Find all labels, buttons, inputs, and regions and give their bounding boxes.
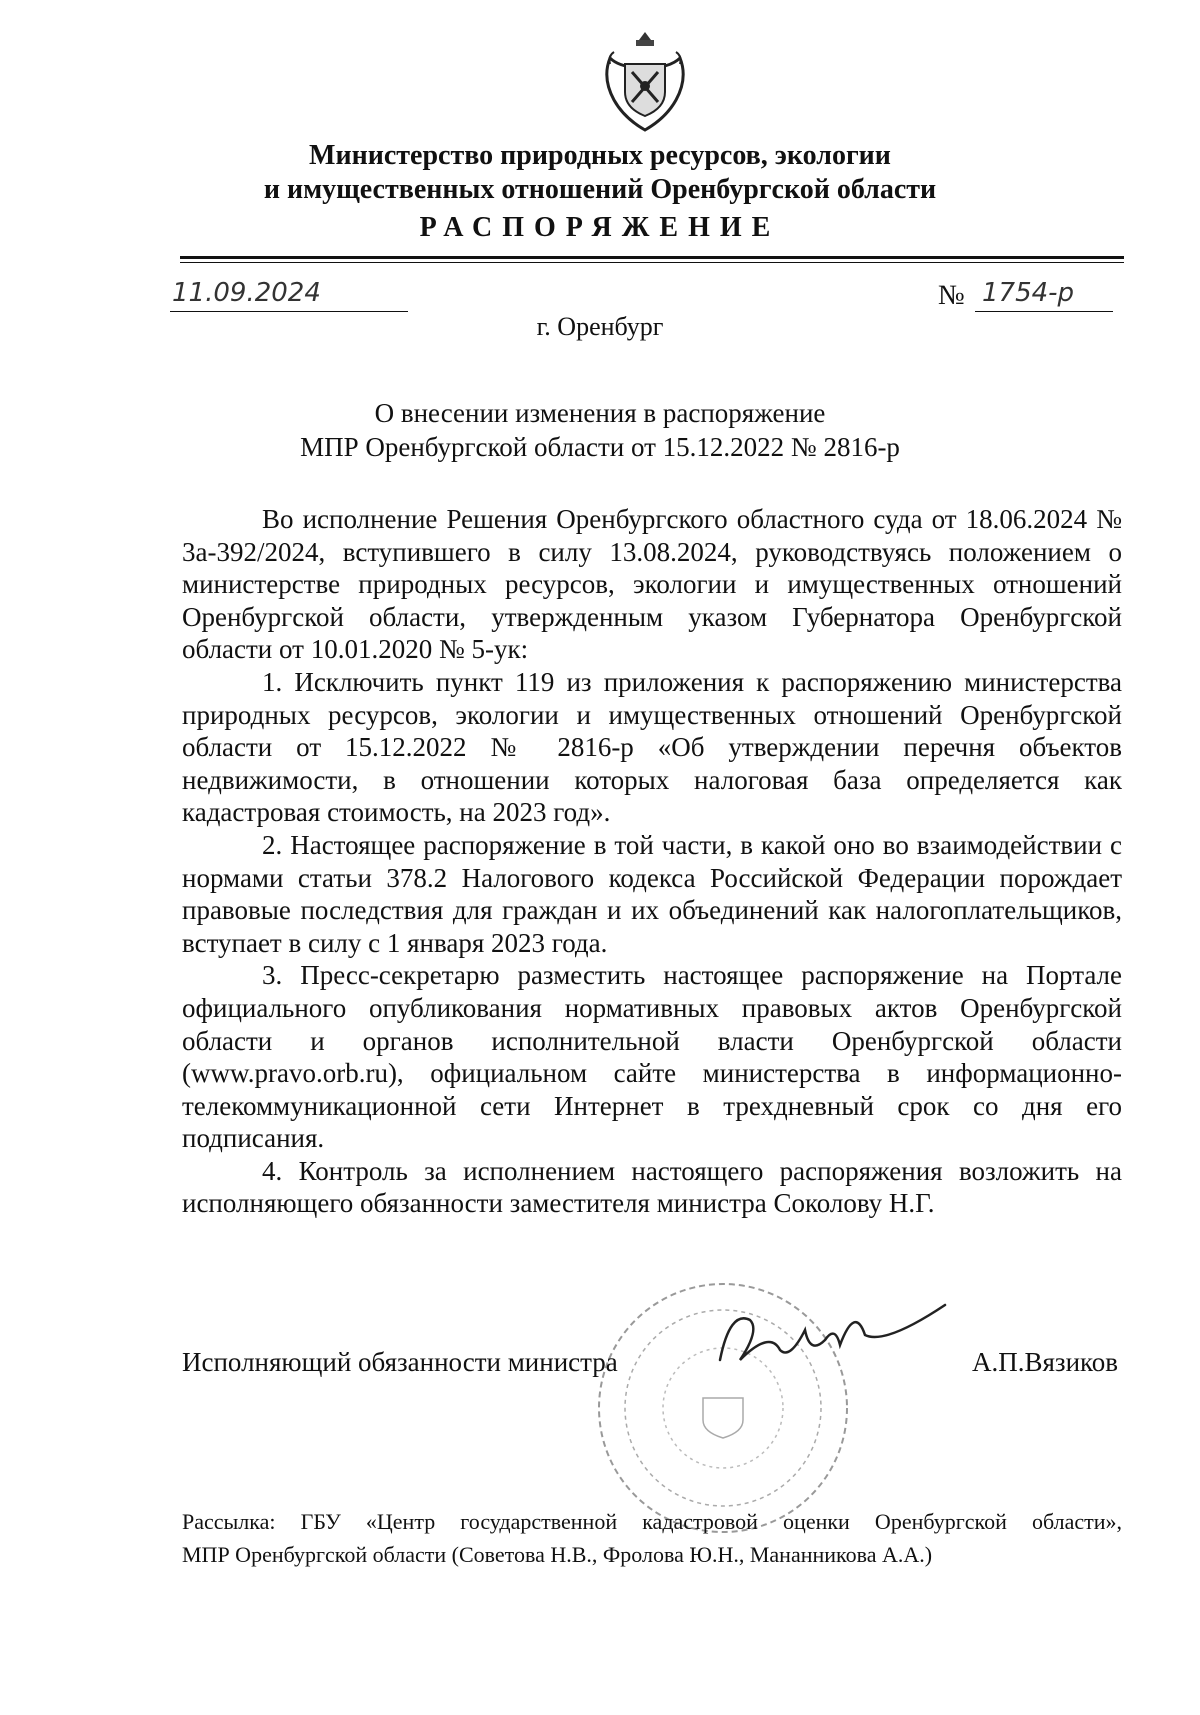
signatory-position: Исполняющий обязанности министра [182,1347,618,1377]
signatory-name: А.П.Вязиков [972,1347,1119,1377]
mailing-line-2: МПР Оренбургской области (Советова Н.В., Фролова Ю.Н., Мананникова А.А.) [182,1542,933,1567]
preamble-paragraph: Во исполнение Решения Оренбургского областного суда от 18.06.2024 № 3а-392/2024, вступившего в силу 13.08.2024, руководствуясь положением о министерстве природных ресурсов, экологии и имущественных отношений Оренбургской области, утвержденным указом Губернатора Оренбургской области от 10.01.2020 № 5-ук: [182,504,1122,665]
item-3-paragraph: 3. Пресс-секретарю разместить настоящее распоряжение на Портале официального опубликования нормативных правовых актов Оренбургской области и органов исполнительной власти Оренбургской области (www.pravo.orb.ru), официальном сайте министерства в информационно-телекоммуникационной сети Интернет в трехдневный срок со дня его подписания. [182,960,1122,1154]
item-1-paragraph: 1. Исключить пункт 119 из приложения к распоряжению министерства природных ресурсов, экологии и имущественных отношений Оренбургской области от 15.12.2022 № 2816-р «Об утверждении перечня объектов недвижимости, в отношении которых налоговая база определяется как кадастровая стоимость, на 2023 год». [182,666,1122,828]
coat-of-arms-emblem [600,28,690,140]
item-4-paragraph: 4. Контроль за исполнением настоящего распоряжения возложить на исполняющего обязанности заместителя министра Соколову Н.Г. [182,1155,1122,1219]
mailing-list [182,1505,1122,1571]
subject-line-2: МПР Оренбургской области от 15.12.2022 № 2816-р [300,432,900,462]
header-rule [180,256,1124,259]
handwritten-signature [700,1300,1000,1380]
city: г. Оренбург [536,312,664,341]
document-type: РАСПОРЯЖЕНИЕ [419,212,781,243]
document-date: 11.09.2024 [172,278,321,308]
subject-line-1: О внесении изменения в распоряжение [374,398,826,428]
header-rule-thin [180,262,1124,263]
number-label: № [938,280,965,311]
document-body [182,503,1122,1220]
mailing-line-1: Рассылка: ГБУ «Центр государственной кадастровой оценки Оренбургской области», [182,1509,1122,1534]
document-number: 1754-р [982,278,1075,308]
item-2-paragraph: 2. Настоящее распоряжение в той части, в какой оно во взаимодействии с нормами статьи 378.2 Налогового кодекса Российской Федерации порождает правовые последствия для граждан и их объединений как налогоплательщиков, вступает в силу с 1 января 2023 года. [182,829,1122,958]
org-name-line-1: Министерство природных ресурсов, экологии [309,140,891,171]
org-name-line-2: и имущественных отношений Оренбургской области [263,174,937,205]
